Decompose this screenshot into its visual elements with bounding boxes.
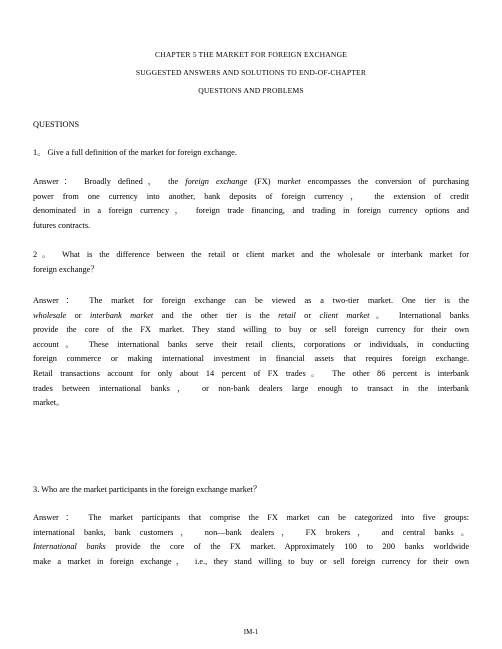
answer-2-line: foreign commerce or making international investment in financial assets that requires foreign exchange. bbox=[33, 354, 469, 364]
emphasis-text: client market bbox=[319, 310, 370, 320]
answer-3-line: international banks, bank customers， non—bank dealers， FX brokers， and central banks。 bbox=[33, 527, 469, 537]
answer-2-line: trades between international banks， or non-bank dealers large enough to transact in the interbank bbox=[33, 383, 469, 393]
question-2 bbox=[33, 248, 469, 277]
question-3-text: 3. Who are the market participants in the foreign exchange market？ bbox=[33, 485, 262, 494]
answer-label: Answer： bbox=[33, 513, 81, 522]
answer-2 bbox=[33, 294, 469, 411]
chapter-title: CHAPTER 5 THE MARKET FOR FOREIGN EXCHANGE bbox=[154, 50, 347, 59]
answer-3 bbox=[33, 511, 469, 569]
emphasis-text: foreign exchange bbox=[185, 177, 248, 186]
answer-label: Answer： bbox=[33, 296, 81, 305]
emphasis-text: market bbox=[277, 177, 301, 186]
emphasis-text: International banks bbox=[33, 542, 106, 552]
question-2-line: foreign exchange？ bbox=[33, 264, 99, 274]
answer-2-line: Answer： The market for foreign exchange can be viewed as a two-tier market. One tier is the bbox=[33, 296, 470, 305]
emphasis-text: wholesale bbox=[33, 310, 67, 320]
subtitle-line-1: SUGGESTED ANSWERS AND SOLUTIONS TO END-OF-CHAPTER bbox=[135, 68, 367, 77]
subtitle-line-2: QUESTIONS AND PROBLEMS bbox=[198, 86, 304, 95]
answer-2-line: Retail transactions account for only about 14 percent of FX trades。 The other 86 percent is interbank bbox=[33, 368, 469, 378]
question-3 bbox=[33, 483, 469, 498]
answer-1-line: futures contracts. bbox=[33, 220, 91, 230]
question-1 bbox=[33, 146, 469, 161]
emphasis-text: retail bbox=[278, 310, 296, 320]
answer-2-line: wholesale or interbank market and the other tier is the retail or client market。 International banks bbox=[33, 310, 470, 320]
answer-3-line: International banks provide the core of the FX market. Approximately 100 to 200 banks worldwide bbox=[33, 542, 469, 552]
answer-3-line: make a market in foreign exchange， i.e., they stand willing to buy or sell foreign currency for their own bbox=[33, 556, 469, 566]
answer-3-line: Answer： The market participants that comprise the FX market can be categorized into five groups: bbox=[33, 513, 470, 522]
question-2-line: 2。 What is the difference between the retail or client market and the wholesale or interbank market for bbox=[33, 250, 469, 259]
section-label: QUESTIONS bbox=[33, 120, 80, 129]
answer-1-line: power from one currency into another, bank deposits of foreign currency， the extension of credit bbox=[33, 191, 469, 201]
answer-2-line: provide the core of the FX market. They stand willing to buy or sell foreign currency for their own bbox=[33, 325, 469, 335]
answer-2-line: market。 bbox=[33, 398, 65, 408]
emphasis-text: interbank market bbox=[89, 310, 154, 320]
answer-1-line: denominated in a foreign currency， foreign trade financing, and trading in foreign currency options and bbox=[33, 206, 469, 216]
question-1-text: 1。 Give a full definition of the market for foreign exchange. bbox=[33, 148, 237, 157]
answer-1-line: Answer： Broadly defined， the foreign exchange (FX) market encompasses the conversion of purchasing bbox=[33, 177, 470, 186]
page-number: IM-1 bbox=[243, 628, 259, 636]
answer-1 bbox=[33, 175, 469, 233]
answer-2-line: account。 These international banks serve their retail clients, corporations or individuals, in conducting bbox=[33, 339, 469, 349]
answer-label: Answer： bbox=[33, 177, 78, 186]
section-heading bbox=[33, 118, 469, 133]
